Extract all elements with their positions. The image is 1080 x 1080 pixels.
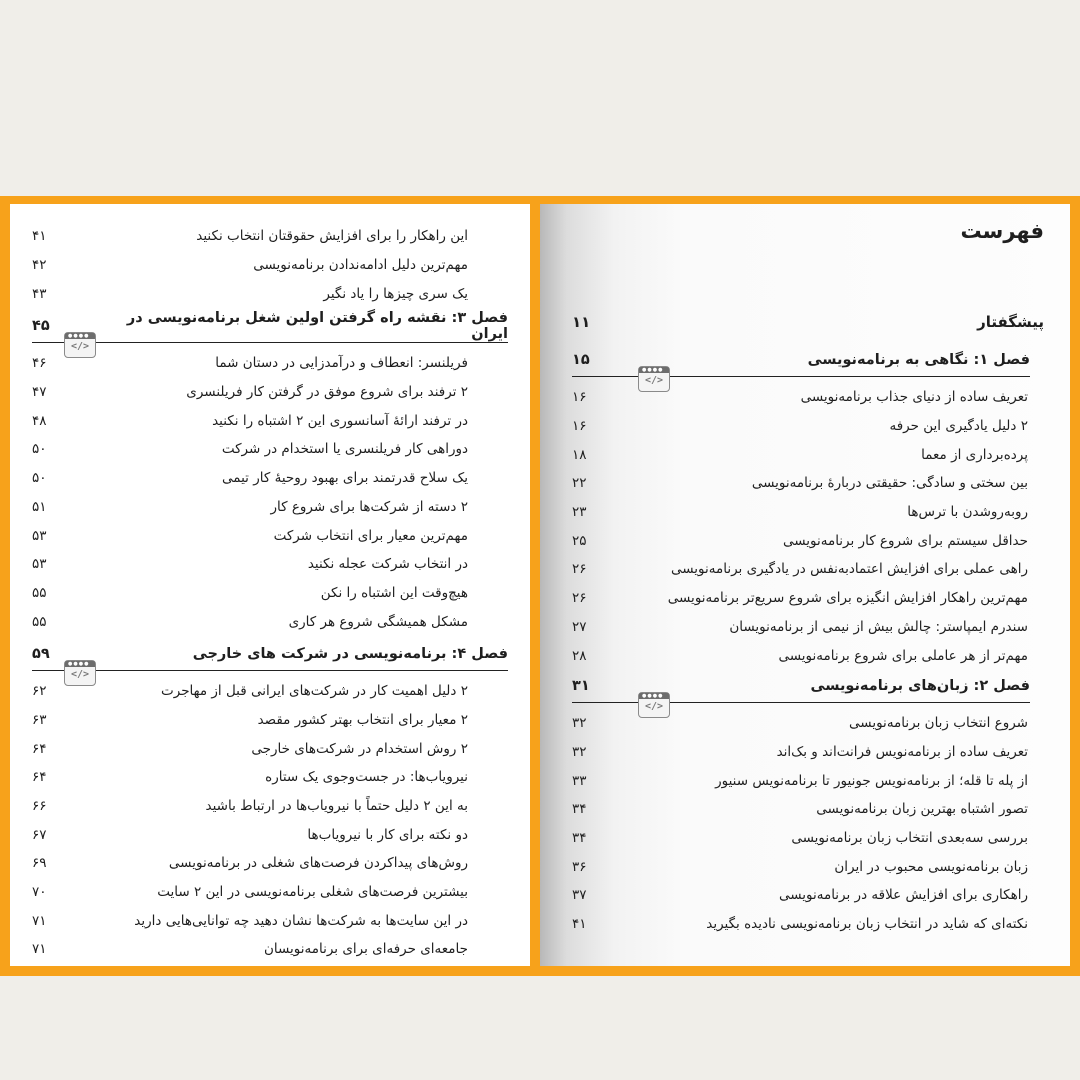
- entry-title: راهکاری برای افزایش علاقه در برنامه‌نویسی: [778, 887, 1028, 904]
- page-number: ۷۰: [32, 884, 47, 901]
- chapter-title: فصل ۴: برنامه‌نویسی در شرکت های خارجی: [192, 645, 508, 662]
- page-number: ۲۵: [572, 532, 587, 549]
- entry-title: زبان برنامه‌نویسی محبوب در ایران: [834, 858, 1028, 875]
- page-number: ۳۳: [572, 772, 587, 789]
- page-number: ۳۴: [572, 829, 587, 846]
- entry-title: در این سایت‌ها به شرکت‌ها نشان دهید چه توانایی‌هایی دارید: [134, 912, 468, 929]
- page-number: ۵۵: [32, 584, 47, 601]
- page-number: ۱۸: [572, 446, 587, 463]
- code-window-icon: [64, 660, 96, 686]
- page-number: ۳۲: [572, 743, 587, 760]
- page-number: ۲۷: [572, 618, 587, 635]
- toc-entry: [572, 584, 1030, 613]
- toc-entry: [572, 852, 1030, 881]
- toc-entry: [32, 251, 508, 280]
- code-window-icon: [638, 366, 670, 392]
- page-number: ۱۶: [572, 418, 587, 435]
- toc-entry: [32, 849, 508, 878]
- toc-entry: [32, 820, 508, 849]
- toc-entry: [32, 406, 508, 435]
- preface-label: پیشگفتار: [977, 313, 1044, 331]
- toc-entry: [32, 734, 508, 763]
- code-window-titlebar: [65, 333, 95, 339]
- chapter-heading: [32, 638, 508, 680]
- chapter-title: فصل ۱: نگاهی به برنامه‌نویسی: [807, 352, 1030, 368]
- page-number: ۵۰: [32, 441, 47, 458]
- entry-title: ۲ دسته از شرکت‌ها برای شروع کار: [270, 498, 468, 515]
- toc-entry: [32, 763, 508, 792]
- page-number: ۳۴: [572, 801, 587, 818]
- page-title: فهرست: [960, 219, 1044, 243]
- page-number: ۱۶: [572, 389, 587, 406]
- toc-entry: [32, 435, 508, 464]
- toc-entry: [572, 412, 1030, 441]
- code-window-titlebar: [639, 693, 669, 699]
- entry-title: دوراهی کار فریلنسری یا استخدام در شرکت: [221, 441, 468, 458]
- toc-entry: [572, 526, 1030, 555]
- toc-entry: [32, 607, 508, 636]
- code-window-icon: [638, 692, 670, 718]
- page-number: ۷۱: [32, 912, 47, 929]
- entry-title: مهم‌ترین معیار برای انتخاب شرکت: [273, 527, 468, 544]
- entry-title: در انتخاب شرکت عجله نکنید: [307, 556, 468, 573]
- entry-title: در ترفند ارائهٔ آسانسوری این ۲ اشتباه را نکنید: [212, 412, 468, 429]
- toc-entry: [32, 935, 508, 964]
- page-number: ۲۶: [572, 561, 587, 578]
- page-number: ۵۱: [32, 498, 47, 515]
- right-page: [540, 204, 1070, 966]
- page-number: ۲۲: [572, 475, 587, 492]
- page-number: ۲۸: [572, 647, 587, 664]
- code-symbol: </>: [644, 375, 664, 386]
- window-dots-icon: ●●●●: [68, 333, 90, 340]
- toc-entry: [32, 906, 508, 935]
- right-toc-list: [572, 344, 1030, 938]
- page-number: ۶۶: [32, 798, 47, 815]
- entry-title: بیشترین فرصت‌های شغلی برنامه‌نویسی در این ۲ سایت: [157, 884, 468, 901]
- entry-title: ۲ معیار برای انتخاب بهتر کشور مقصد: [257, 711, 468, 728]
- toc-entry: [32, 222, 508, 251]
- page-number: ۴۵: [32, 318, 50, 335]
- toc-entry: [572, 766, 1030, 795]
- toc-entry: [32, 706, 508, 735]
- entry-title: فریلنسر: انعطاف و درآمدزایی در دستان شما: [215, 355, 468, 372]
- entry-title: بین سختی و سادگی: حقیقتی دربارهٔ برنامه‌نویسی: [751, 475, 1028, 492]
- code-symbol: </>: [70, 668, 90, 680]
- chapter-heading: [32, 310, 508, 353]
- toc-entry: [572, 738, 1030, 767]
- entry-title: روش‌های پیداکردن فرصت‌های شغلی در برنامه‌نویسی: [168, 855, 468, 872]
- entry-title: نیرویاب‌ها: در جست‌وجوی یک ستاره: [265, 769, 468, 786]
- entry-title: سندرم ایمپاستر: چالش بیش از نیمی از برنامه‌نویسان: [729, 618, 1028, 635]
- toc-entry: [32, 878, 508, 907]
- window-dots-icon: ●●●●: [642, 692, 664, 699]
- page-number: ۶۲: [32, 683, 47, 700]
- page-number: ۳۶: [572, 858, 587, 875]
- left-toc-list: [32, 222, 508, 964]
- entry-title: روبه‌روشدن با ترس‌ها: [907, 504, 1028, 521]
- toc-entry: [572, 795, 1030, 824]
- entry-title: یک سلاح قدرتمند برای بهبود روحیهٔ کار تیمی: [222, 470, 468, 487]
- page-number: ۴۸: [32, 412, 47, 429]
- toc-entry: [32, 579, 508, 608]
- entry-title: هیچ‌وقت این اشتباه را نکن: [320, 584, 468, 601]
- page-number: ۶۷: [32, 826, 47, 843]
- page-number: ۵۰: [32, 470, 47, 487]
- toc-entry: [572, 881, 1030, 910]
- page-number: ۶۴: [32, 769, 47, 786]
- toc-entry: [32, 550, 508, 579]
- entry-title: مشکل همیشگی شروع هر کاری: [288, 613, 468, 630]
- toc-entry: [32, 521, 508, 550]
- page-number: ۷۱: [32, 941, 47, 958]
- page-number: ۳۱: [572, 677, 590, 694]
- page-number: ۱۵: [572, 352, 590, 368]
- chapter-heading: [572, 344, 1030, 386]
- page-number: ۶۴: [32, 740, 47, 757]
- left-page: [10, 204, 530, 966]
- entry-title: مهم‌ترین دلیل ادامه‌ندادن برنامه‌نویسی: [253, 257, 468, 274]
- entry-title: مهم‌تر از هر عاملی برای شروع برنامه‌نویسی: [778, 647, 1028, 664]
- chapter-title: فصل ۲: زبان‌های برنامه‌نویسی: [810, 677, 1030, 694]
- entry-title: این راهکار را برای افزایش حقوقتان انتخاب نکنید: [196, 228, 468, 245]
- entry-title: جامعه‌ای حرفه‌ای برای برنامه‌نویسان: [263, 941, 468, 958]
- code-window-titlebar: [639, 367, 669, 373]
- toc-entry: [32, 792, 508, 821]
- entry-title: یک سری چیزها را یاد نگیر: [323, 285, 468, 302]
- entry-title: ۲ دلیل یادگیری این حرفه: [889, 418, 1028, 435]
- code-symbol: </>: [644, 700, 664, 712]
- page-number: ۶۳: [32, 711, 47, 728]
- toc-entry: [32, 349, 508, 378]
- entry-title: ۲ روش استخدام در شرکت‌های خارجی: [251, 740, 468, 757]
- page-number: ۴۱: [32, 228, 47, 245]
- page-number: ۴۲: [32, 257, 47, 274]
- entry-title: شروع انتخاب زبان برنامه‌نویسی: [849, 715, 1028, 732]
- preface-entry: [572, 309, 1044, 335]
- window-dots-icon: ●●●●: [642, 367, 664, 373]
- page-number: ۵۳: [32, 556, 47, 573]
- entry-title: تعریف ساده از برنامه‌نویس فرانت‌اند و بک‌اند: [776, 743, 1028, 760]
- entry-title: ۲ دلیل اهمیت کار در شرکت‌های ایرانی قبل از مهاجرت: [161, 683, 468, 700]
- toc-entry: [32, 279, 508, 308]
- code-symbol: </>: [70, 341, 90, 353]
- window-dots-icon: ●●●●: [68, 660, 90, 667]
- entry-title: حداقل سیستم برای شروع کار برنامه‌نویسی: [782, 532, 1028, 549]
- code-window-icon: [64, 332, 96, 358]
- code-window-titlebar: [65, 661, 95, 667]
- entry-title: ۲ ترفند برای شروع موفق در گرفتن کار فریلنسری: [186, 384, 468, 401]
- page-number: ۵۹: [32, 645, 50, 662]
- page-number: ۴۷: [32, 384, 47, 401]
- page-number: ۳۲: [572, 715, 587, 732]
- page-number: ۳۷: [572, 887, 587, 904]
- entry-title: راهی عملی برای افزایش اعتمادبه‌نفس در یادگیری برنامه‌نویسی: [670, 561, 1028, 578]
- book-spread: [0, 196, 1080, 976]
- page-number: ۴۶: [32, 355, 47, 372]
- toc-entry: [572, 555, 1030, 584]
- chapter-title: فصل ۳: نقشه راه گرفتن اولین شغل برنامه‌نویسی در ایران: [126, 310, 508, 343]
- entry-title: دو نکته برای کار با نیرویاب‌ها: [307, 826, 468, 843]
- toc-entry: [32, 493, 508, 522]
- entry-title: به این ۲ دلیل حتماً با نیرویاب‌ها در ارتباط باشید: [205, 798, 468, 815]
- entry-title: نکته‌ای که شاید در انتخاب زبان برنامه‌نویسی نادیده بگیرید: [706, 916, 1028, 933]
- page-number: ۴۱: [572, 916, 587, 933]
- page-number: ۲۶: [572, 590, 587, 607]
- chapter-heading: [572, 670, 1030, 712]
- page-number: ۲۳: [572, 504, 587, 521]
- entry-title: تعریف ساده از دنیای جذاب برنامه‌نویسی: [800, 389, 1028, 406]
- toc-entry: [572, 613, 1030, 642]
- page-number: ۶۹: [32, 855, 47, 872]
- toc-entry: [572, 498, 1030, 527]
- preface-page: ۱۱: [572, 313, 591, 331]
- page-number: ۵۳: [32, 527, 47, 544]
- entry-title: از پله تا قله؛ از برنامه‌نویس جونیور تا برنامه‌نویس سنیور: [715, 772, 1028, 789]
- entry-title: بررسی سه‌بعدی انتخاب زبان برنامه‌نویسی: [791, 829, 1028, 846]
- toc-entry: [572, 641, 1030, 670]
- toc-entry: [572, 469, 1030, 498]
- page-number: ۵۵: [32, 613, 47, 630]
- toc-entry: [32, 378, 508, 407]
- toc-entry: [32, 464, 508, 493]
- toc-entry: [572, 910, 1030, 939]
- entry-title: تصور اشتباه بهترین زبان برنامه‌نویسی: [816, 801, 1028, 818]
- entry-title: مهم‌ترین راهکار افزایش انگیزه برای شروع سریع‌تر برنامه‌نویسی: [667, 590, 1028, 607]
- toc-entry: [32, 677, 508, 706]
- toc-entry: [572, 440, 1030, 469]
- page-number: ۴۳: [32, 285, 47, 302]
- entry-title: پرده‌برداری از معما: [921, 446, 1028, 463]
- toc-entry: [572, 824, 1030, 853]
